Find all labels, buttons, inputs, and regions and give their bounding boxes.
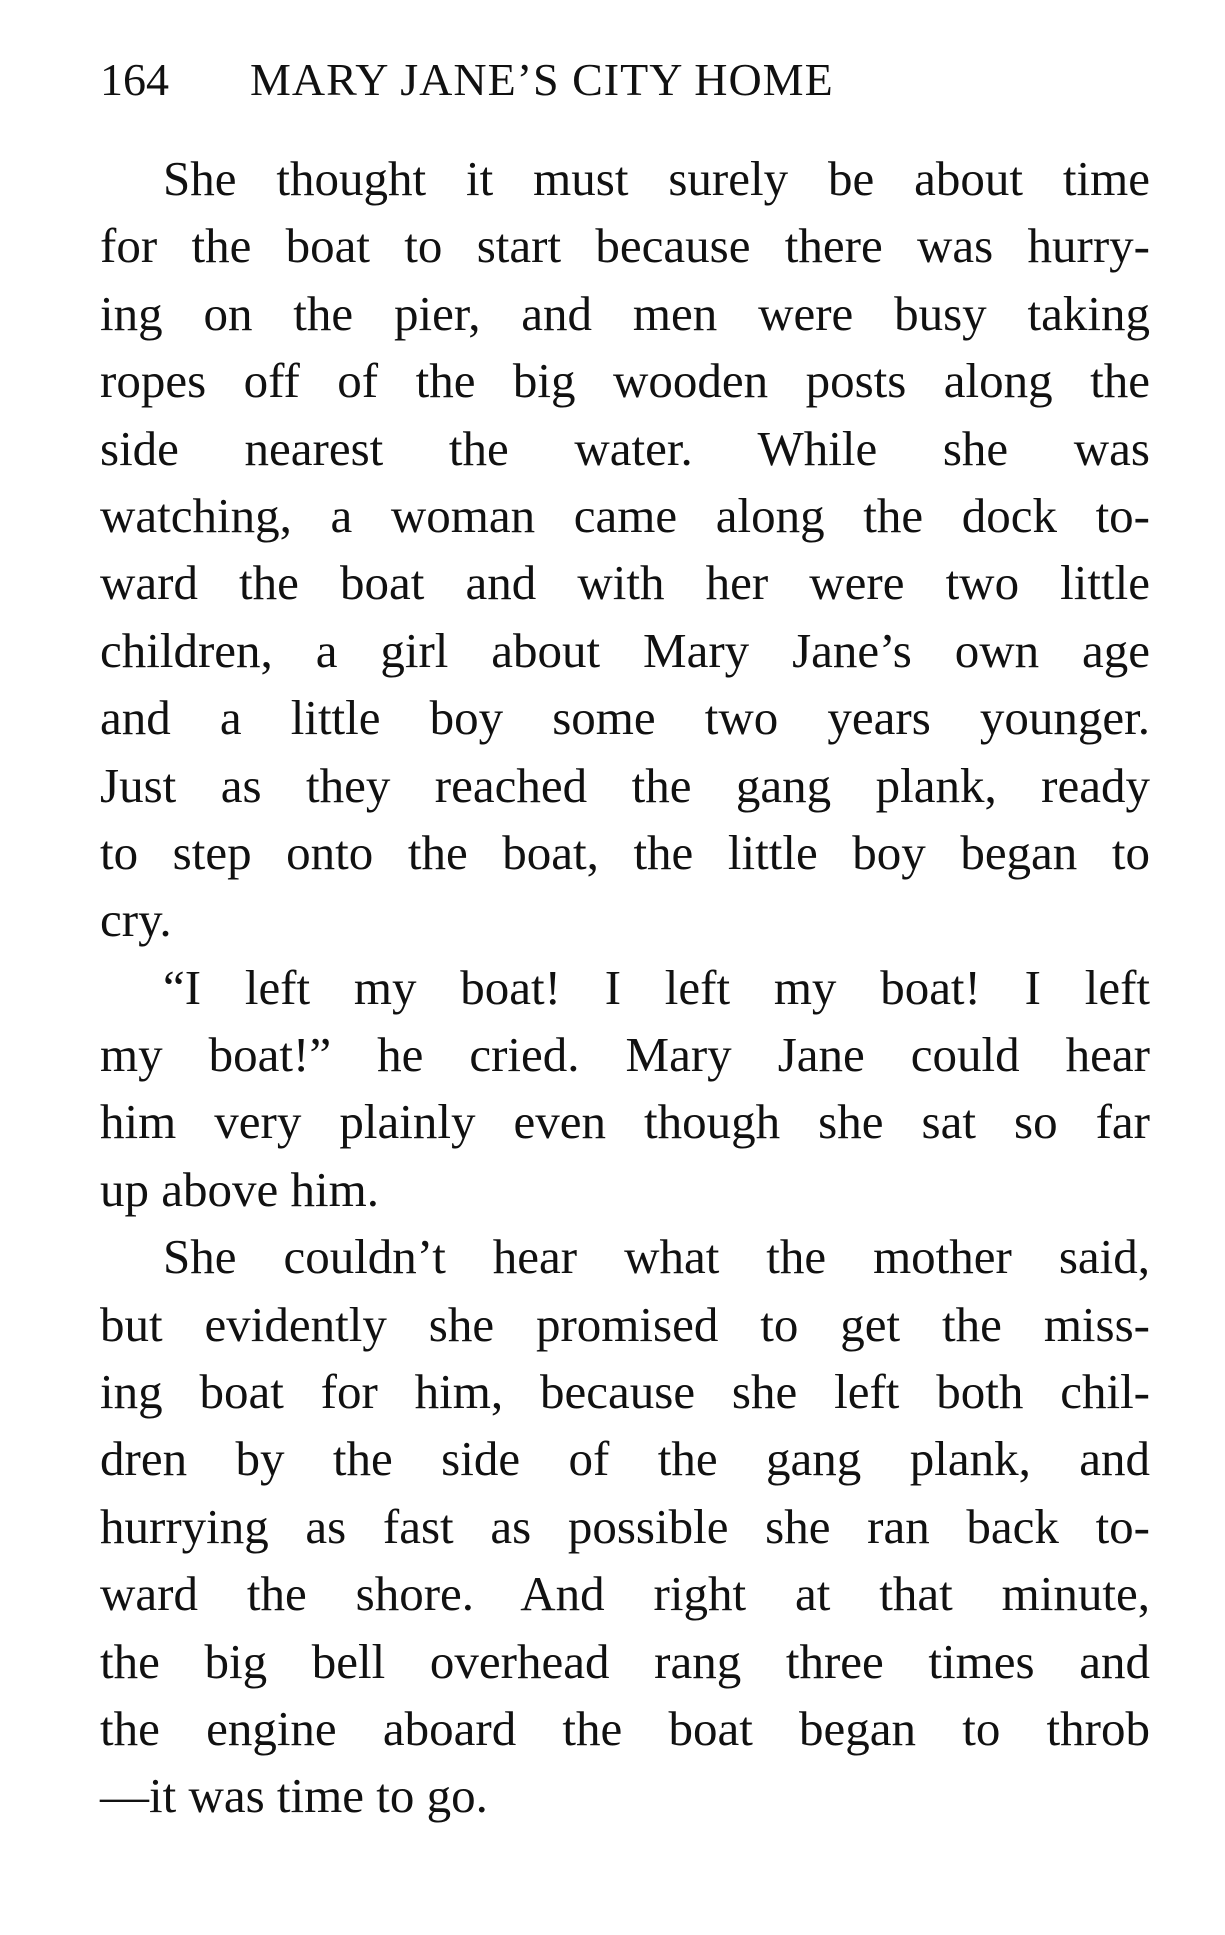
text-line: hurrying as fast as possible she ran back to-: [100, 1498, 1150, 1554]
text-line: and a little boy some two years younger.: [100, 690, 1150, 746]
text-line: the engine aboard the boat began to throb: [100, 1700, 1150, 1756]
text-line: up above him.: [100, 1161, 379, 1217]
text-line: ing on the pier, and men were busy taking: [100, 285, 1150, 341]
text-line: “I left my boat! I left my boat! I left: [163, 959, 1150, 1015]
text-line: him very plainly even though she sat so far: [100, 1094, 1150, 1150]
text-line: ing boat for him, because she left both chil-: [100, 1364, 1150, 1420]
body-text: [100, 145, 1150, 1830]
text-line: side nearest the water. While she was: [100, 420, 1150, 476]
text-line: my boat!” he cried. Mary Jane could hear: [100, 1027, 1150, 1083]
text-line: ward the boat and with her were two little: [100, 555, 1150, 611]
text-line: watching, a woman came along the dock to-: [100, 487, 1150, 543]
text-line: cry.: [100, 892, 172, 948]
text-line: ropes off of the big wooden posts along the: [100, 353, 1150, 409]
text-line: the big bell overhead rang three times and: [100, 1633, 1150, 1689]
text-line: for the boat to start because there was hurry-: [100, 218, 1150, 274]
text-line: children, a girl about Mary Jane’s own age: [100, 622, 1150, 678]
text-line: Just as they reached the gang plank, ready: [100, 757, 1150, 813]
text-line: She couldn’t hear what the mother said,: [163, 1229, 1150, 1285]
page-number: 164: [100, 54, 169, 105]
text-line: —it was time to go.: [100, 1768, 488, 1824]
running-head: [100, 50, 1140, 110]
text-line: dren by the side of the gang plank, and: [100, 1431, 1150, 1487]
running-title: MARY JANE’S CITY HOME: [250, 54, 834, 105]
text-line: ward the shore. And right at that minute,: [100, 1566, 1150, 1622]
text-line: but evidently she promised to get the miss-: [100, 1296, 1150, 1352]
text-line: She thought it must surely be about time: [163, 151, 1150, 206]
text-line: to step onto the boat, the little boy began to: [100, 824, 1150, 880]
